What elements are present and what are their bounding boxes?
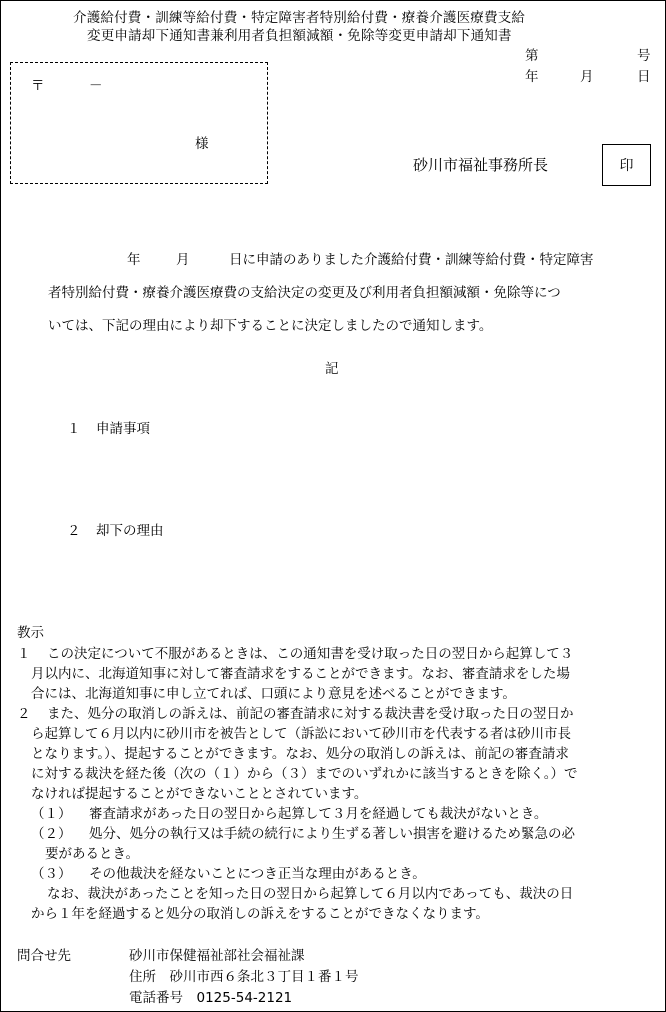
body-line-1: 日に申請のありました介護給付費・訓練等給付費・特定障害 (229, 252, 594, 268)
instruction-2-line-4: に対する裁決を経た後（次の（１）から（３）までのいずれかに該当するときを除く。）で (31, 766, 578, 782)
body-year: 年 (127, 252, 141, 268)
item-1-number: １ (67, 421, 81, 437)
instruction-2-line-5: なければ提起することができないこととされています。 (31, 786, 368, 802)
instruction-heading: 教示 (17, 625, 44, 641)
document-number-go: 号 (637, 48, 651, 64)
contact-label: 問合せ先 (17, 948, 71, 964)
document-number-dai: 第 (525, 48, 539, 64)
postal-dash: － (89, 78, 103, 94)
sub-item-2-number: （２） (31, 826, 72, 842)
instruction-1-number: １ (17, 646, 31, 662)
instruction-2-line-3: となります。）、提起することができます。なお、処分の取消しの訴えは、前記の審査請求 (31, 746, 569, 762)
seal-box (602, 144, 651, 186)
sub-item-2-text: 処分、処分の執行又は手続の続行により生ずる著しい損害を避けるため緊急の必 (89, 826, 575, 842)
contact-department: 砂川市保健福祉部社会福祉課 (129, 948, 305, 964)
sub-item-1-text: 審査請求があった日の翌日から起算して３月を経過しても裁決がないとき。 (89, 806, 548, 822)
date-month: 月 (580, 69, 594, 85)
sub-item-3-number: （３） (31, 866, 72, 882)
seal-label: 印 (619, 158, 634, 174)
instruction-2-line-1: また、処分の取消しの訴えは、前記の審査請求に対する裁決書を受け取った日の翌日か (47, 706, 574, 722)
sub-item-3-text: その他裁決を経ないことにつき正当な理由があるとき。 (89, 866, 426, 882)
item-2-label: 却下の理由 (96, 523, 164, 539)
contact-phone: 電話番号 0125-54-2121 (129, 990, 293, 1006)
note-line-1: なお、裁決があったことを知った日の翌日から起算して６月以内であっても、裁決の日 (47, 886, 574, 902)
body-line-3: いては、下記の理由により却下することに決定しましたので通知します。 (48, 318, 493, 334)
body-month: 月 (176, 252, 190, 268)
instruction-1-line-2: 月以内に、北海道知事に対して審査請求をすることができます。なお、審査請求をした場 (31, 666, 570, 682)
contact-address: 住所 砂川市西６条北３丁目１番１号 (129, 969, 359, 985)
date-year: 年 (525, 69, 539, 85)
instruction-1-line-1: この決定について不服があるときは、この通知書を受け取った日の翌日から起算して３ (47, 646, 574, 662)
body-line-2: 者特別給付費・療養介護医療費の支給決定の変更及び利用者負担額減額・免除等につ (48, 285, 561, 301)
postal-mark: 〒 (31, 78, 45, 94)
item-2-number: ２ (67, 523, 81, 539)
instruction-2-number: ２ (17, 706, 31, 722)
title-line-1: 介護給付費・訓練等給付費・特定障害者特別給付費・療養介護医療費支給 (73, 10, 526, 26)
honorific-sama: 様 (195, 136, 209, 152)
instruction-2-line-2: ら起算して６月以内に砂川市を被告として（訴訟において砂川市を代表する者は砂川市長 (31, 726, 571, 742)
note-line-2: から１年を経過すると処分の取消しの訴えをすることができなくなります。 (31, 906, 489, 922)
ki-heading: 記 (325, 361, 339, 377)
address-box (10, 62, 268, 184)
item-1-label: 申請事項 (96, 421, 150, 437)
sub-item-2-line-2: 要があるとき。 (45, 846, 139, 862)
date-day: 日 (637, 69, 651, 85)
instruction-1-line-3: 合には、北海道知事に申し立てれば、口頭により意見を述べることができます。 (31, 686, 516, 702)
title-line-2: 変更申請却下通知書兼利用者負担額減額・免除等変更申請却下通知書 (87, 28, 512, 44)
issuer-name: 砂川市福祉事務所長 (413, 156, 549, 174)
sub-item-1-number: （１） (31, 806, 72, 822)
